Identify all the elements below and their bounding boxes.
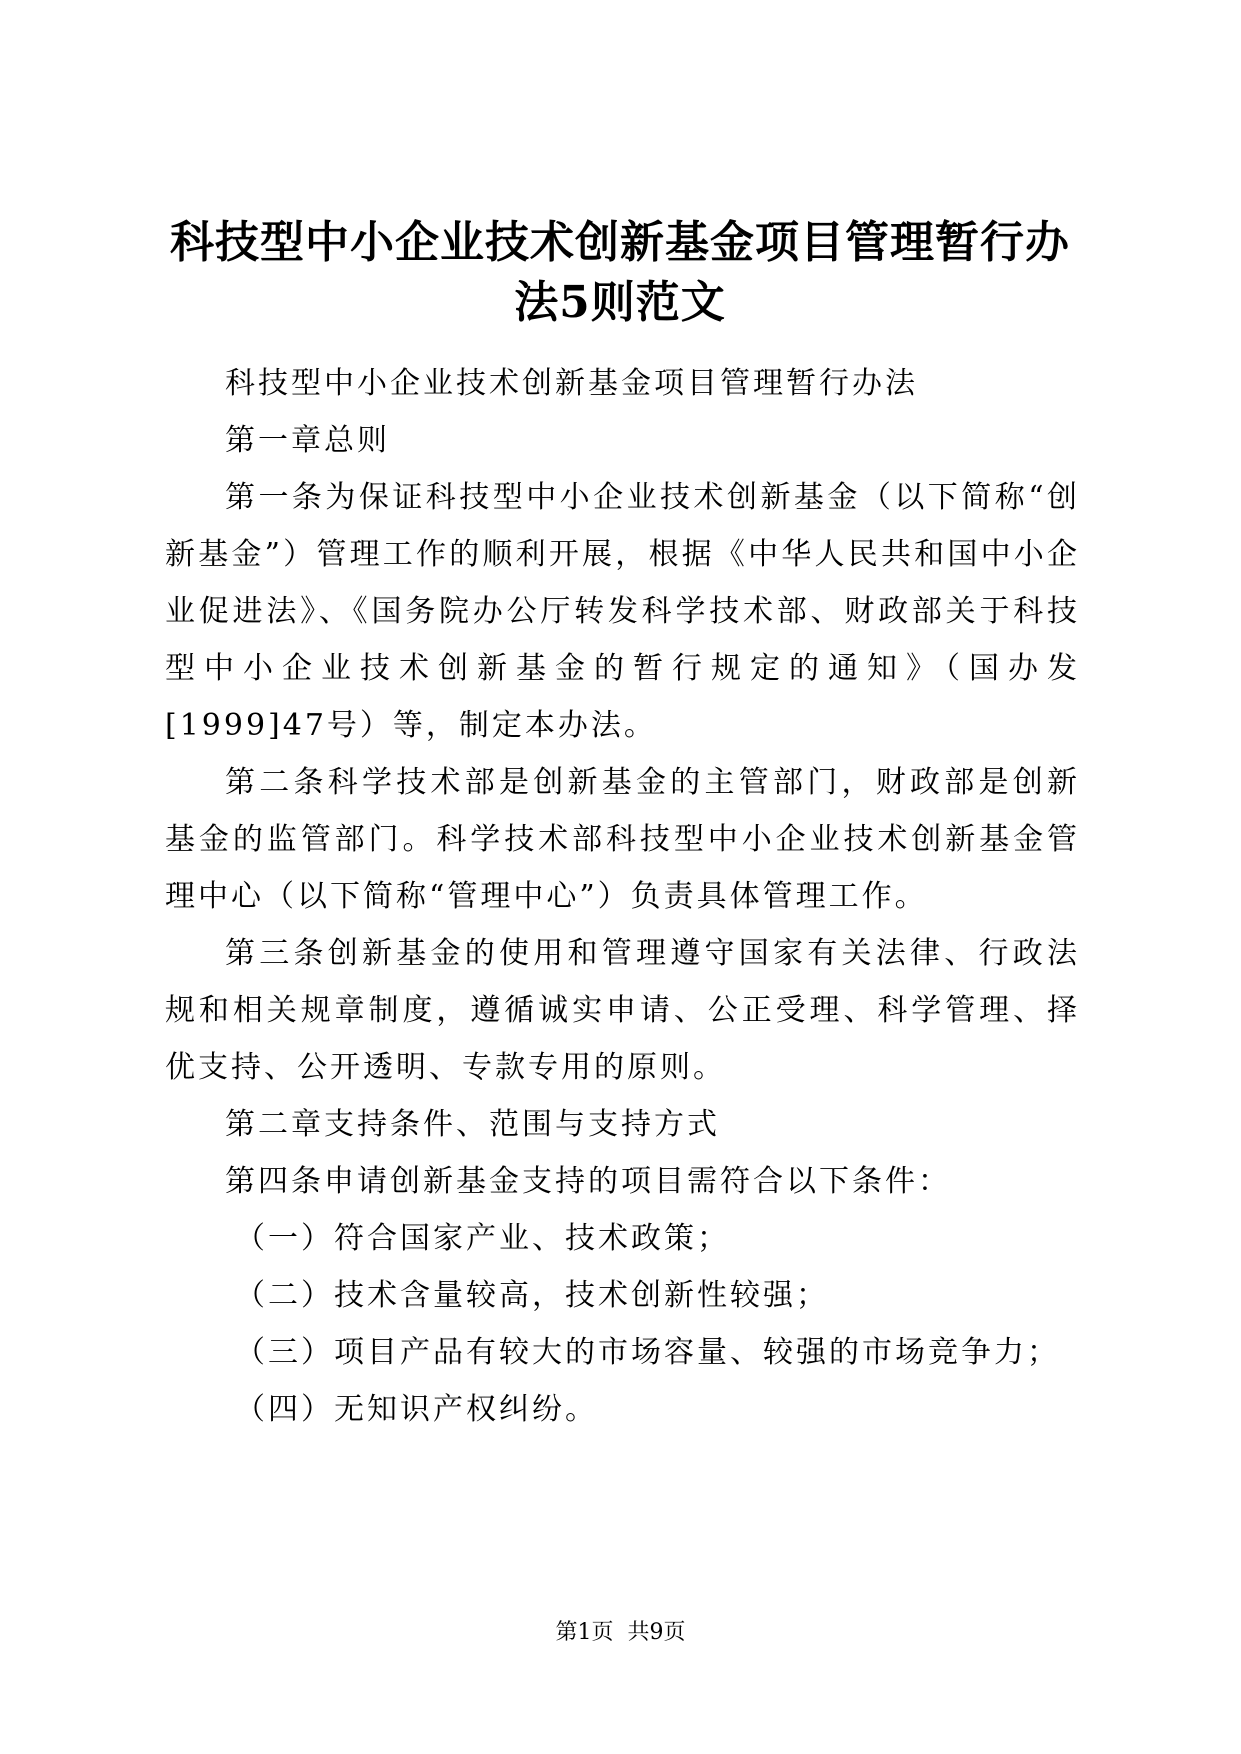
article-paragraph: 第三条创新基金的使用和管理遵守国家有关法律、行政法规和相关规章制度，遵循诚实申请、公正受理、科学管理、择优支持、公开透明、专款专用的原则。 [165, 936, 1080, 1085]
article-paragraph: 第二条科学技术部是创新基金的主管部门，财政部是创新基金的监管部门。科学技术部科技型中小企业技术创新基金管理中心（以下简称“管理中心”）负责具体管理工作。 [165, 765, 1080, 914]
article-paragraph: 第四条申请创新基金支持的项目需符合以下条件： [225, 1164, 951, 1199]
chapter-heading: 第一章总则 [225, 423, 390, 458]
document-title: 科技型中小企业技术创新基金项目管理暂行办法5则范文 [170, 217, 1070, 328]
list-item: （一）符合国家产业、技术政策； [235, 1221, 730, 1256]
article-paragraph: 第一条为保证科技型中小企业技术创新基金（以下简称“创新基金”）管理工作的顺利开展，根据《中华人民共和国中小企业促进法》、《国务院办公厅转发科学技术部、财政部关于科技型中小企业技术创新基金的暂行规定的通知》（国办发[1999]47号）等，制定本办法。 [165, 480, 1080, 743]
list-item: （三）项目产品有较大的市场容量、较强的市场竞争力； [235, 1335, 1060, 1370]
list-item: （二）技术含量较高，技术创新性较强； [235, 1278, 829, 1313]
document-body [165, 355, 1080, 1438]
list-item: （四）无知识产权纠纷。 [235, 1392, 598, 1427]
page-total: 共9页 [627, 1620, 686, 1645]
chapter-heading: 第二章支持条件、范围与支持方式 [225, 1107, 720, 1142]
page-number: 第1页 [555, 1620, 614, 1645]
page-footer [0, 1618, 1241, 1648]
subtitle-paragraph: 科技型中小企业技术创新基金项目管理暂行办法 [225, 366, 918, 401]
